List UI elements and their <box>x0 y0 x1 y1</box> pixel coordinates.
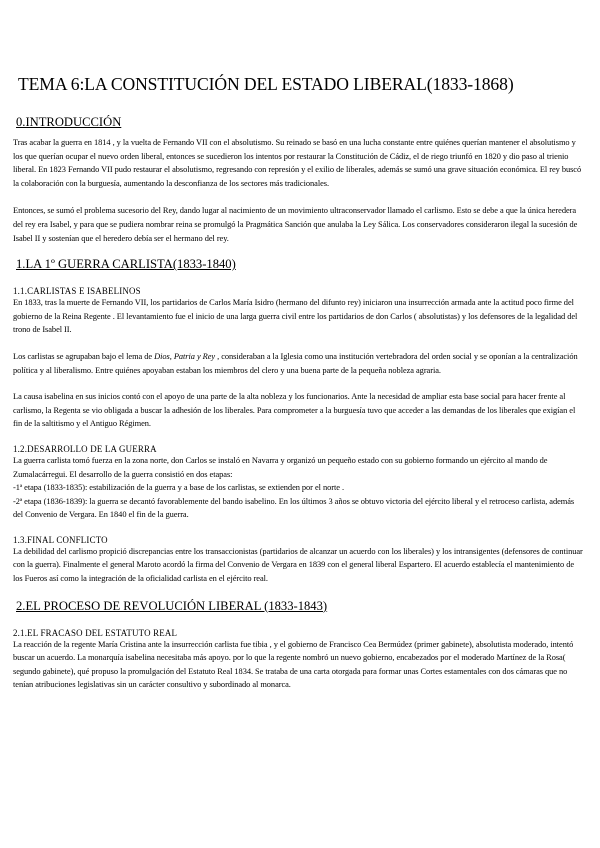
carlistas-paragraph-1: En 1833, tras la muerte de Fernando VII, los partidarios de Carlos María Isidro (hermano del difunto rey) iniciaron una insurrección armada ante la actitud poco firme del gobierno de la Reina Regente . El levantamiento fue el inicio de una larga guerra civil entre los partidarios de don Carlos ( absolutistas) y los defensores de la legalidad del trono de Isabel II. <box>13 298 578 335</box>
carlistas-lema-rest: , consideraban a la Iglesia como una institución vertebradora del orden social y se oponían a la centralización política y al liberalismo. Entre quiénes apoyaban estaban los miembros del clero y una buena parte de la pequeña nobleza agraria. <box>13 351 578 375</box>
carlistas-lema-intro: Los carlistas se agrupaban bajo el lema de <box>13 351 155 361</box>
section-0-heading: 0.INTRODUCCIÓN <box>16 115 122 129</box>
final-conflicto-paragraph: La debilidad del carlismo propició discrepancias entre los transaccionistas (partidarios de alcanzar un acuerdo con los liberales) y los intransigentes (defensores de continuar con la guerra). Finalmente el general Maroto acordó la firma del Convenio de Vergara en 1839 con el general liberal Espartero. El acuerdo establecía el mantenimiento de los Fueros así como la integración de la oficialidad carlista en el ejército real. <box>13 546 583 584</box>
subsection-2-1-heading: 2.1.EL FRACASO DEL ESTATUTO REAL <box>13 627 178 638</box>
section-2-heading: 2.EL PROCESO DE REVOLUCIÓN LIBERAL (1833-1843) <box>16 598 328 613</box>
carlistas-lema: Dios, Patria y Rey <box>154 351 216 361</box>
isabelinos-paragraph: La causa isabelina en sus inicios contó con el apoyo de una parte de la alta nobleza y los funcionarios. Ante la necesidad de ampliar esta base social para hacer frente al carlismo, la Regenta se vio obligada a buscar la adhesión de los liberales. Para comprometer a la burguesía tuvo que acceder a las demandas de los liberales que exigían el fin de la saltitismo y el Antiguo Régimen. <box>13 392 576 429</box>
guerra-etapa-2: -2ª etapa (1836-1839): la guerra se decantó favorablemente del bando isabelino. En los últimos 3 años se obtuvo victoria del ejército liberal y el retroceso carlista, además del Convenio de Vergara. En 1840 el fin de la guerra. <box>13 496 575 520</box>
section-1-heading: 1.LA 1º GUERRA CARLISTA(1833-1840) <box>16 257 236 272</box>
document-title: TEMA 6:LA CONSTITUCIÓN DEL ESTADO LIBERAL(1833-1868) <box>18 74 514 94</box>
estatuto-real-paragraph: La reacción de la regente María Cristina ante la insurrección carlista fue tibia , y el gobierno de Francisco Cea Bermúdez (primer gabinete), absolutista moderado, intentó buscar un acuerdo. La monarquía isabelina necesitaba más apoyo. por lo que la regente nombró un nuevo gobierno, encabezados por el moderado Martínez de la Rosa( segundo gabinete), qué propuso la promulgación del Estatuto Real 1834. Se trataba de una carta otorgada para formar unas Cortes estamentales con dos cámaras que no tenían atribuciones legislativas sin un carácter consultivo y subordinado al monarca. <box>13 639 574 690</box>
subsection-1-1-heading: 1.1.CARLISTAS E ISABELINOS <box>13 286 141 297</box>
subsection-1-3-heading: 1.3.FINAL CONFLICTO <box>13 534 108 545</box>
guerra-paragraph: La guerra carlista tomó fuerza en la zona norte, don Carlos se instaló en Navarra y organizó un pequeño estado con su gobierno formando un ejército al mando de Zumalacárregui. El desarrollo de la guerra consistió en dos etapas: <box>13 455 548 479</box>
intro-paragraph-1: Tras acabar la guerra en 1814 , y la vuelta de Fernando VII con el absolutismo. Su reinado se basó en una lucha constante entre quiénes querían mantener el absolutismo y los que querían ocupar el nuevo orden liberal, entonces se sucedieron los intentos por restaurar la Constitución de Cádiz, el de riego triunfó en 1820 y dio paso al trienio liberal. En 1823 Fernando VII pudo restaurar el absolutismo, regresando con represión y el exilio de liberales, además se sumó una grave situación económica. El rey buscó la colaboración con la burguesía, aumentando la desconfianza de los sectores más tradicionales. <box>13 138 582 188</box>
intro-paragraph-2: Entonces, se sumó el problema sucesorio del Rey, dando lugar al nacimiento de un movimiento ultraconservador llamado el carlismo. Esto se debe a que la única heredera del rey era Isabel, y para que se pudiera nombrar reina se promulgó la Pragmática Sanción que anulaba la Ley Sálica. Los conservadores consideraron ilegal la sucesión de Isabel II y sostenían que el heredero debía ser el hermano del rey. <box>13 206 578 243</box>
document-page <box>13 74 585 692</box>
carlistas-paragraph-2 <box>13 350 585 377</box>
subsection-1-2-heading: 1.2.DESARROLLO DE LA GUERRA <box>13 443 157 454</box>
guerra-etapa-1: -1ª etapa (1833-1835): estabilización de la guerra y a base de los carlistas, se extienden por el norte . <box>13 483 345 493</box>
